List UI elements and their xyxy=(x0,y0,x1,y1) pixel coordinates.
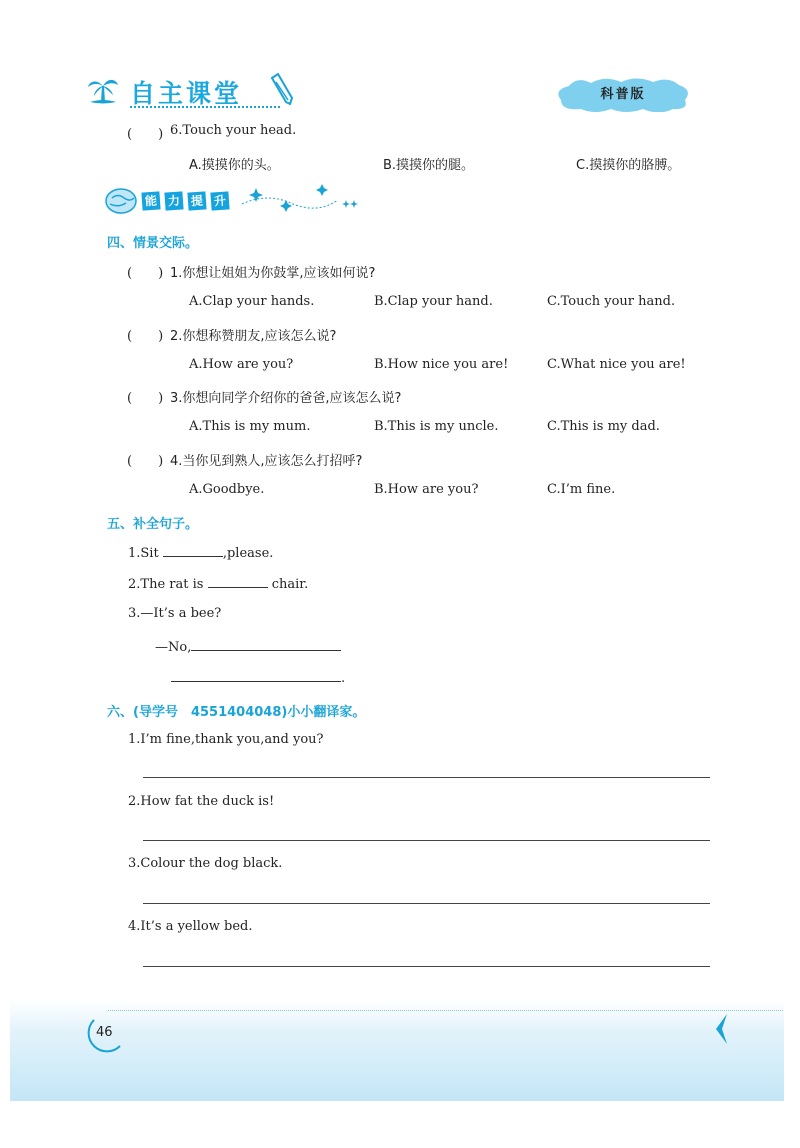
translate-item: 1.I’m fine,thank you,and you? xyxy=(128,732,324,747)
option-b: B.How nice you are! xyxy=(374,357,509,372)
option-a: A.Clap your hands. xyxy=(189,294,315,309)
palm-logo-icon xyxy=(86,74,120,108)
question-text: 2.你想称赞朋友,应该怎么说? xyxy=(170,329,337,344)
question-text: 6.Touch your head. xyxy=(170,123,297,138)
answer-blank[interactable] xyxy=(208,575,268,588)
sentence-text: . xyxy=(341,671,346,686)
sentence-text: —No, xyxy=(155,640,192,655)
option-c: C.What nice you are! xyxy=(547,357,686,372)
sentence-text: 2.The rat is xyxy=(128,577,204,592)
banner-char: 能 xyxy=(141,191,160,210)
sentence-1 xyxy=(128,544,273,561)
option-a: A.How are you? xyxy=(189,357,294,372)
footer-band xyxy=(10,1000,784,1101)
answer-blank[interactable] xyxy=(191,638,341,651)
option-a: A.This is my mum. xyxy=(189,419,311,434)
header-dotted-line xyxy=(130,106,280,108)
sparkle-decoration-icon xyxy=(238,182,358,216)
option-c: C.Touch your hand. xyxy=(547,294,676,309)
answer-line[interactable] xyxy=(143,903,710,904)
translate-item: 3.Colour the dog black. xyxy=(128,856,283,871)
option-a: A.摸摸你的头。 xyxy=(189,158,280,173)
banner-title xyxy=(142,190,234,210)
answer-paren: ( ) xyxy=(127,266,164,281)
answer-line[interactable] xyxy=(143,777,710,778)
answer-line[interactable] xyxy=(143,966,710,967)
answer-paren: ( ) xyxy=(127,127,164,142)
translate-item: 4.It’s a yellow bed. xyxy=(128,919,253,934)
option-b: B.This is my uncle. xyxy=(374,419,499,434)
page-number: 46 xyxy=(96,1025,113,1040)
banner-char: 提 xyxy=(187,191,206,210)
option-c: C.摸摸你的胳膊。 xyxy=(576,158,681,173)
section-title: 六、(导学号 4551404048)小小翻译家。 xyxy=(107,705,366,720)
option-c: C.This is my dad. xyxy=(547,419,660,434)
answer-blank[interactable] xyxy=(163,544,223,557)
option-b: B.Clap your hand. xyxy=(374,294,493,309)
chevron-left-icon xyxy=(712,1012,732,1046)
option-b: B.摸摸你的腿。 xyxy=(383,158,475,173)
banner-char: 升 xyxy=(210,191,229,210)
sentence-text: ,please. xyxy=(222,546,274,561)
question-text: 1.你想让姐姐为你鼓掌,应该如何说? xyxy=(170,266,376,281)
section-title: 五、补全句子。 xyxy=(107,517,199,532)
option-c: C.I’m fine. xyxy=(547,482,616,497)
sentence-3-question: 3.—It’s a bee? xyxy=(128,606,222,621)
pencil-icon xyxy=(268,72,294,106)
banner-globe-icon xyxy=(104,186,140,216)
answer-paren: ( ) xyxy=(127,391,164,406)
edition-badge xyxy=(555,78,691,112)
sentence-text: chair. xyxy=(271,577,309,592)
sentence-3-answer xyxy=(155,638,341,655)
edition-label: 科普版 xyxy=(600,87,646,102)
answer-paren: ( ) xyxy=(127,454,164,469)
footer-divider xyxy=(108,1010,783,1011)
question-text: 4.当你见到熟人,应该怎么打招呼? xyxy=(170,454,363,469)
sentence-3-continuation xyxy=(171,669,345,686)
sentence-text: 1.Sit xyxy=(128,546,159,561)
question-text: 3.你想向同学介绍你的爸爸,应该怎么说? xyxy=(170,391,402,406)
option-b: B.How are you? xyxy=(374,482,479,497)
answer-blank[interactable] xyxy=(171,669,341,682)
translate-item: 2.How fat the duck is! xyxy=(128,794,275,809)
answer-paren: ( ) xyxy=(127,329,164,344)
section-title: 四、情景交际。 xyxy=(107,236,199,251)
answer-line[interactable] xyxy=(143,840,710,841)
option-a: A.Goodbye. xyxy=(189,482,265,497)
brand-title: 自主课堂 xyxy=(130,79,243,108)
banner-char: 力 xyxy=(164,191,183,210)
sentence-2 xyxy=(128,575,308,592)
